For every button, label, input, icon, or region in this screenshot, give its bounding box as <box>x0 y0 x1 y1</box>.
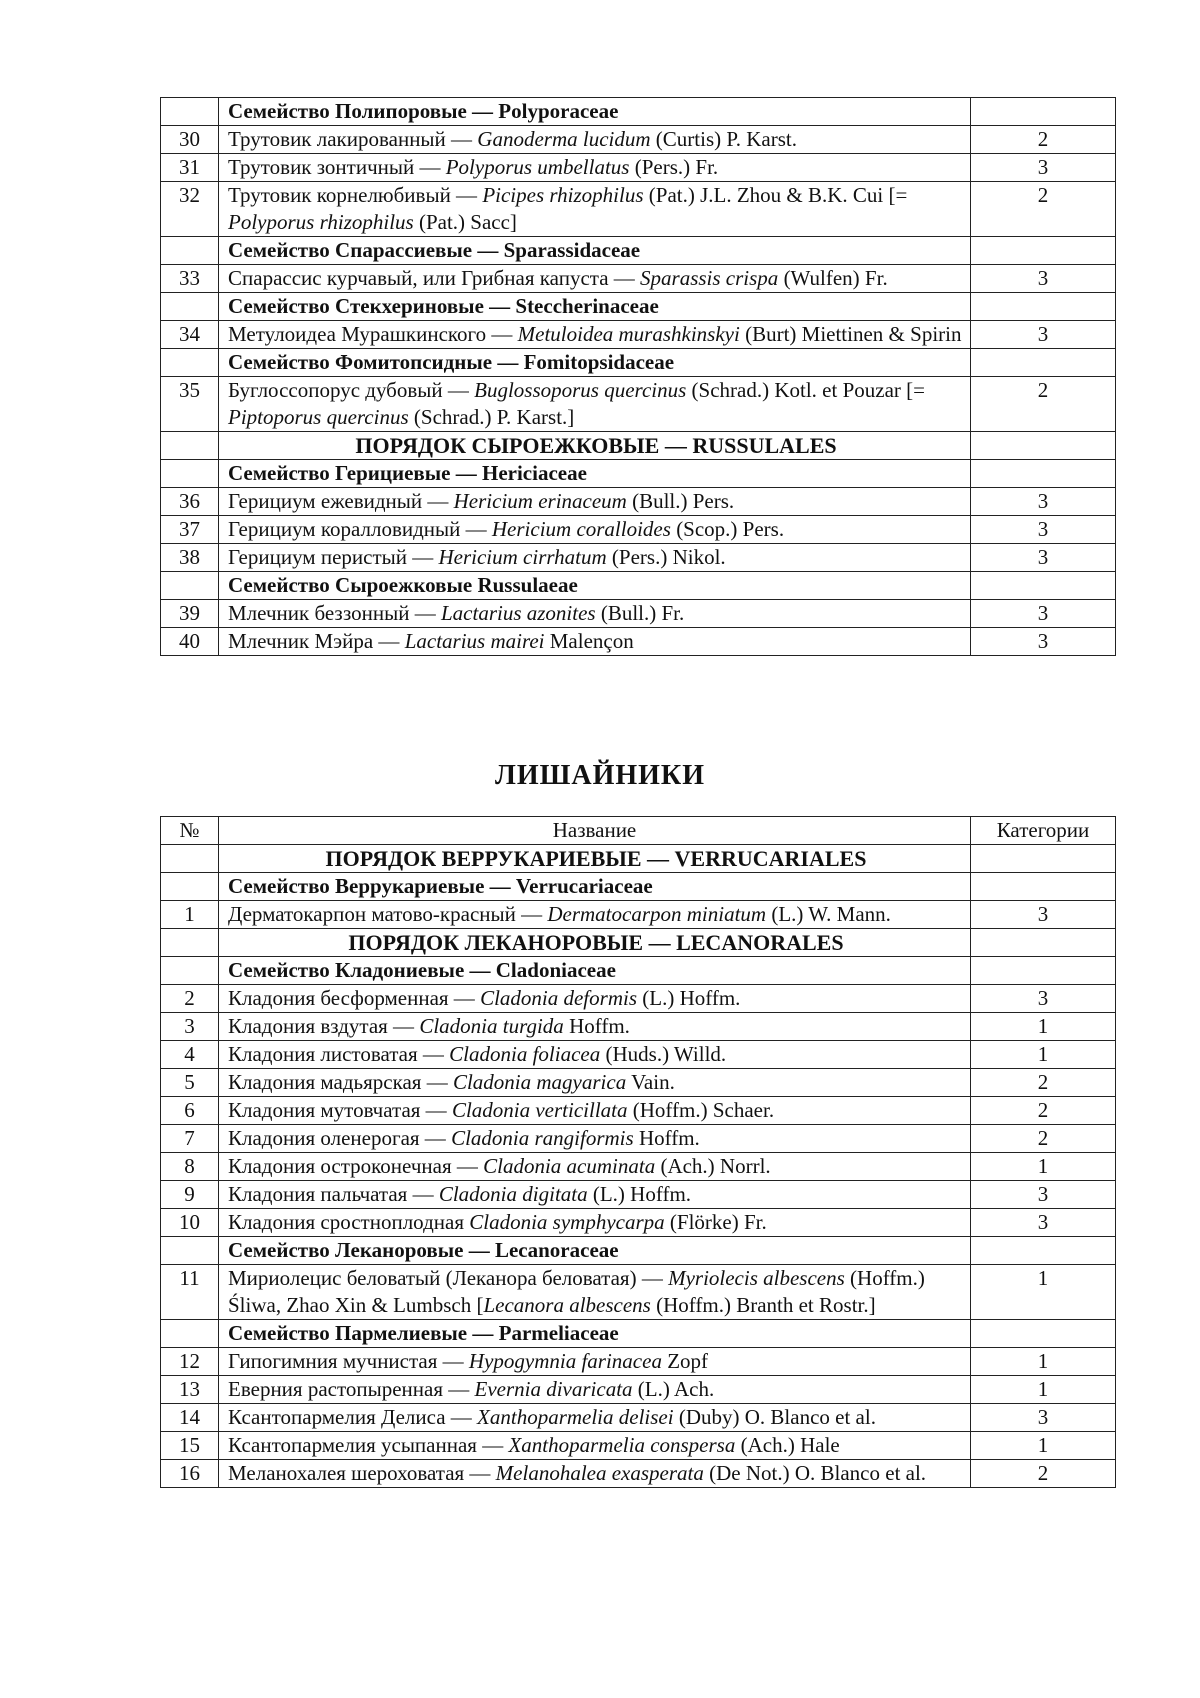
table-row <box>161 1348 1116 1376</box>
table-row <box>161 1125 1116 1153</box>
species-name <box>219 1348 971 1376</box>
row-number: 39 <box>161 600 219 628</box>
latin-name: Hericium coralloides <box>491 517 671 541</box>
family-row <box>161 873 1116 901</box>
row-number: 12 <box>161 1348 219 1376</box>
row-number-empty <box>161 929 219 957</box>
row-number: 33 <box>161 265 219 293</box>
row-number: 2 <box>161 985 219 1013</box>
table-row <box>161 265 1116 293</box>
family-name: Семейство Сыроежковые Russulaeae <box>219 572 971 600</box>
category: 3 <box>971 321 1116 349</box>
author: (Ach.) Norrl. <box>655 1154 771 1178</box>
row-number: 14 <box>161 1404 219 1432</box>
russian-name: Дерматокарпон матово-красный — <box>228 902 548 926</box>
russian-name: Меланохалея шероховатая — <box>228 1461 496 1485</box>
category-empty <box>971 873 1116 901</box>
order-row <box>161 432 1116 460</box>
category: 3 <box>971 1181 1116 1209</box>
species-name <box>219 1404 971 1432</box>
author: Hoffm. <box>563 1014 630 1038</box>
latin-name: Evernia divaricata <box>474 1377 633 1401</box>
latin-name: Buglossoporus quercinus <box>474 378 687 402</box>
row-number: 16 <box>161 1460 219 1488</box>
category-empty <box>971 929 1116 957</box>
author: (Curtis) P. Karst. <box>650 127 797 151</box>
russian-name: Кладония мадьярская — <box>228 1070 453 1094</box>
latin-name: Hericium cirrhatum <box>438 545 607 569</box>
table-row <box>161 1432 1116 1460</box>
category: 2 <box>971 1125 1116 1153</box>
synonym-author: (Hoffm.) Branth et Rostr.] <box>650 1293 876 1317</box>
row-number: 6 <box>161 1097 219 1125</box>
species-name <box>219 1041 971 1069</box>
category: 2 <box>971 1069 1116 1097</box>
header-name: Название <box>219 817 971 845</box>
table-row <box>161 182 1116 237</box>
latin-name: Ganoderma lucidum <box>477 127 651 151</box>
family-row <box>161 572 1116 600</box>
author: (Bull.) Pers. <box>626 489 735 513</box>
species-name <box>219 1013 971 1041</box>
order-row <box>161 929 1116 957</box>
author: (L.) W. Mann. <box>766 902 891 926</box>
table-row <box>161 628 1116 656</box>
species-name <box>219 516 971 544</box>
latin-name: Hypogymnia farinacea <box>468 1349 662 1373</box>
category: 2 <box>971 377 1116 432</box>
category: 3 <box>971 544 1116 572</box>
russian-name: Кладония сростноплодная <box>228 1210 470 1234</box>
row-number-empty <box>161 1237 219 1265</box>
russian-name: Гипогимния мучнистая — <box>228 1349 469 1373</box>
family-name: Семейство Кладониевые — Cladoniaceae <box>219 957 971 985</box>
family-name: Семейство Веррукариевые — Verrucariaceae <box>219 873 971 901</box>
latin-name: Cladonia turgida <box>419 1014 564 1038</box>
species-name <box>219 1460 971 1488</box>
latin-name: Polyporus umbellatus <box>445 155 630 179</box>
category: 3 <box>971 985 1116 1013</box>
order-name: ПОРЯДОК ВЕРРУКАРИЕВЫЕ — VERRUCARIALES <box>219 845 971 873</box>
species-name <box>219 488 971 516</box>
category: 1 <box>971 1376 1116 1404</box>
row-number-empty <box>161 98 219 126</box>
latin-name: Cladonia acuminata <box>483 1154 656 1178</box>
category: 3 <box>971 516 1116 544</box>
row-number: 30 <box>161 126 219 154</box>
russian-name: Трутовик зонтичный — <box>228 155 446 179</box>
row-number: 37 <box>161 516 219 544</box>
author: Malençon <box>544 629 634 653</box>
category: 2 <box>971 1460 1116 1488</box>
russian-name: Мириолецис беловатый (Леканора беловатая) — <box>228 1266 669 1290</box>
author: (Burt) Miettinen & Spirin <box>739 322 962 346</box>
russian-name: Ксантопармелия усыпанная — <box>228 1433 509 1457</box>
table-row <box>161 1265 1116 1320</box>
species-name <box>219 1265 971 1320</box>
latin-name: Cladonia rangiformis <box>451 1126 634 1150</box>
category: 3 <box>971 265 1116 293</box>
row-number: 36 <box>161 488 219 516</box>
species-name <box>219 1432 971 1460</box>
family-name: Семейство Фомитопсидные — Fomitopsidaceae <box>219 349 971 377</box>
table-row <box>161 600 1116 628</box>
latin-name: Lactarius azonites <box>440 601 596 625</box>
russian-name: Кладония вздутая — <box>228 1014 420 1038</box>
russian-name: Кладония листоватая — <box>228 1042 450 1066</box>
family-row <box>161 293 1116 321</box>
category: 2 <box>971 126 1116 154</box>
row-number: 11 <box>161 1265 219 1320</box>
category: 2 <box>971 1097 1116 1125</box>
header-category: Категории <box>971 817 1116 845</box>
row-number: 10 <box>161 1209 219 1237</box>
row-number-empty <box>161 957 219 985</box>
synonym-latin-name: Polyporus rhizophilus <box>228 210 414 234</box>
russian-name: Герициум коралловидный — <box>228 517 492 541</box>
order-row <box>161 845 1116 873</box>
table-row <box>161 154 1116 182</box>
russian-name: Кладония остроконечная — <box>228 1154 484 1178</box>
table-row <box>161 901 1116 929</box>
table-row <box>161 1404 1116 1432</box>
row-number: 13 <box>161 1376 219 1404</box>
author: (Wulfen) Fr. <box>778 266 888 290</box>
species-name <box>219 321 971 349</box>
row-number: 32 <box>161 182 219 237</box>
table-row <box>161 1209 1116 1237</box>
russian-name: Млечник Мэйра — <box>228 629 405 653</box>
author: Hoffm. <box>633 1126 700 1150</box>
row-number-empty <box>161 293 219 321</box>
russian-name: Кладония бесформенная — <box>228 986 481 1010</box>
table-row <box>161 1069 1116 1097</box>
row-number-empty <box>161 873 219 901</box>
category-empty <box>971 957 1116 985</box>
author: (Schrad.) Kotl. et Pouzar [= <box>686 378 925 402</box>
species-name <box>219 265 971 293</box>
table-row <box>161 126 1116 154</box>
russian-name: Герициум перистый — <box>228 545 439 569</box>
family-name: Семейство Полипоровые — Polyporaceae <box>219 98 971 126</box>
russian-name: Кладония оленерогая — <box>228 1126 452 1150</box>
row-number: 15 <box>161 1432 219 1460</box>
author: (Huds.) Willd. <box>600 1042 727 1066</box>
category: 3 <box>971 154 1116 182</box>
row-number: 40 <box>161 628 219 656</box>
author: Zopf <box>661 1349 709 1373</box>
russian-name: Трутовик корнелюбивый — <box>228 183 483 207</box>
row-number: 7 <box>161 1125 219 1153</box>
table-row <box>161 1376 1116 1404</box>
table-row <box>161 1097 1116 1125</box>
row-number: 1 <box>161 901 219 929</box>
russian-name: Еверния растопыренная — <box>228 1377 475 1401</box>
row-number: 35 <box>161 377 219 432</box>
row-number: 34 <box>161 321 219 349</box>
category-empty <box>971 1320 1116 1348</box>
species-name <box>219 1097 971 1125</box>
latin-name: Lactarius mairei <box>404 629 545 653</box>
row-number: 8 <box>161 1153 219 1181</box>
species-name <box>219 544 971 572</box>
synonym-author: (Schrad.) P. Karst.] <box>408 405 575 429</box>
synonym-latin-name: Piptoporus quercinus <box>228 405 409 429</box>
species-name <box>219 985 971 1013</box>
author: (Scop.) Pers. <box>670 517 785 541</box>
category: 1 <box>971 1348 1116 1376</box>
russian-name: Буглоссопорус дубовый — <box>228 378 475 402</box>
family-row <box>161 1237 1116 1265</box>
category-empty <box>971 845 1116 873</box>
author: (L.) Hoffm. <box>637 986 741 1010</box>
table-row <box>161 1153 1116 1181</box>
row-number-empty <box>161 432 219 460</box>
table-row <box>161 1041 1116 1069</box>
species-name <box>219 1153 971 1181</box>
row-number-empty <box>161 845 219 873</box>
category: 3 <box>971 488 1116 516</box>
latin-name: Xanthoparmelia delisei <box>477 1405 674 1429</box>
family-row <box>161 237 1116 265</box>
table-row <box>161 1181 1116 1209</box>
row-number-empty <box>161 237 219 265</box>
author: (Pat.) J.L. Zhou & B.K. Cui [= <box>643 183 908 207</box>
author: (De Not.) O. Blanco et al. <box>703 1461 927 1485</box>
table-header-row <box>161 817 1116 845</box>
species-name <box>219 1181 971 1209</box>
family-name: Семейство Герициевые — Hericiaceae <box>219 460 971 488</box>
russian-name: Спарассис курчавый, или Грибная капуста — <box>228 266 641 290</box>
table-row <box>161 985 1116 1013</box>
row-number-empty <box>161 349 219 377</box>
row-number-empty <box>161 460 219 488</box>
category-empty <box>971 460 1116 488</box>
latin-name: Cladonia verticillata <box>451 1098 628 1122</box>
section-title: ЛИШАЙНИКИ <box>494 760 706 791</box>
species-name <box>219 126 971 154</box>
latin-name: Picipes rhizophilus <box>482 183 644 207</box>
species-name <box>219 1069 971 1097</box>
category: 1 <box>971 1013 1116 1041</box>
family-name: Семейство Стекхериновые — Steccherinaceae <box>219 293 971 321</box>
category: 1 <box>971 1041 1116 1069</box>
row-number: 38 <box>161 544 219 572</box>
latin-name: Cladonia deformis <box>480 986 637 1010</box>
table-row <box>161 516 1116 544</box>
species-name <box>219 600 971 628</box>
table-row <box>161 377 1116 432</box>
latin-name: Myriolecis albescens <box>668 1266 845 1290</box>
author: (Pers.) Fr. <box>629 155 719 179</box>
latin-name: Sparassis crispa <box>640 266 779 290</box>
row-number: 4 <box>161 1041 219 1069</box>
lichens-table <box>160 816 1116 1488</box>
latin-name: Cladonia symphycarpa <box>469 1210 665 1234</box>
family-name: Семейство Леканоровые — Lecanoraceae <box>219 1237 971 1265</box>
table-row <box>161 544 1116 572</box>
latin-name: Cladonia magyarica <box>452 1070 627 1094</box>
header-num: № <box>161 817 219 845</box>
latin-name: Xanthoparmelia conspersa <box>508 1433 736 1457</box>
row-number: 5 <box>161 1069 219 1097</box>
author: (L.) Hoffm. <box>587 1182 692 1206</box>
species-name <box>219 377 971 432</box>
row-number: 9 <box>161 1181 219 1209</box>
order-name: ПОРЯДОК СЫРОЕЖКОВЫЕ — RUSSULALES <box>219 432 971 460</box>
table-row <box>161 488 1116 516</box>
family-row <box>161 98 1116 126</box>
family-name: Семейство Пармелиевые — Parmeliaceae <box>219 1320 971 1348</box>
category: 3 <box>971 1404 1116 1432</box>
category-empty <box>971 1237 1116 1265</box>
category-empty <box>971 237 1116 265</box>
family-name: Семейство Спарассиевые — Sparassidaceae <box>219 237 971 265</box>
order-name: ПОРЯДОК ЛЕКАНОРОВЫЕ — LECANORALES <box>219 929 971 957</box>
category: 3 <box>971 901 1116 929</box>
synonym-author: (Pat.) Sacc] <box>413 210 517 234</box>
category-empty <box>971 572 1116 600</box>
species-name <box>219 182 971 237</box>
category: 1 <box>971 1265 1116 1320</box>
russian-name: Герициум ежевидный — <box>228 489 454 513</box>
russian-name: Трутовик лакированный — <box>228 127 478 151</box>
species-name <box>219 1209 971 1237</box>
table-row <box>161 1013 1116 1041</box>
category-empty <box>971 98 1116 126</box>
family-row <box>161 1320 1116 1348</box>
category: 3 <box>971 600 1116 628</box>
author: (Ach.) Hale <box>735 1433 840 1457</box>
category: 3 <box>971 628 1116 656</box>
species-name <box>219 1125 971 1153</box>
latin-name: Hericium erinaceum <box>453 489 627 513</box>
russian-name: Ксантопармелия Делиса — <box>228 1405 478 1429</box>
species-name <box>219 628 971 656</box>
row-number-empty <box>161 572 219 600</box>
author: (Hoffm.) Schaer. <box>627 1098 775 1122</box>
fungi-table <box>160 97 1116 656</box>
family-row <box>161 957 1116 985</box>
category: 1 <box>971 1432 1116 1460</box>
russian-name: Метулоидеа Мурашкинского — <box>228 322 518 346</box>
category-empty <box>971 293 1116 321</box>
category: 1 <box>971 1153 1116 1181</box>
species-name <box>219 901 971 929</box>
synonym-latin-name: Lecanora albescens <box>483 1293 651 1317</box>
author: Vain. <box>626 1070 675 1094</box>
author: (Bull.) Fr. <box>595 601 685 625</box>
category-empty <box>971 349 1116 377</box>
author: (Pers.) Nikol. <box>606 545 726 569</box>
russian-name: Кладония мутовчатая — <box>228 1098 452 1122</box>
table-row <box>161 321 1116 349</box>
latin-name: Cladonia foliacea <box>449 1042 601 1066</box>
author: (Duby) O. Blanco et al. <box>673 1405 876 1429</box>
row-number: 3 <box>161 1013 219 1041</box>
family-row <box>161 460 1116 488</box>
latin-name: Metuloidea murashkinskyi <box>517 322 740 346</box>
row-number-empty <box>161 1320 219 1348</box>
row-number: 31 <box>161 154 219 182</box>
author: (Flörke) Fr. <box>664 1210 767 1234</box>
species-name <box>219 1376 971 1404</box>
category: 3 <box>971 1209 1116 1237</box>
category: 2 <box>971 182 1116 237</box>
latin-name: Dermatocarpon miniatum <box>547 902 767 926</box>
latin-name: Cladonia digitata <box>438 1182 588 1206</box>
russian-name: Кладония пальчатая — <box>228 1182 439 1206</box>
species-name <box>219 154 971 182</box>
category-empty <box>971 432 1116 460</box>
latin-name: Melanohalea exasperata <box>495 1461 704 1485</box>
family-row <box>161 349 1116 377</box>
table-row <box>161 1460 1116 1488</box>
author: (Hoffm.) Śliwa, Zhao Xin & Lumbsch [ <box>228 1266 925 1317</box>
russian-name: Млечник беззонный — <box>228 601 441 625</box>
author: (L.) Ach. <box>632 1377 715 1401</box>
